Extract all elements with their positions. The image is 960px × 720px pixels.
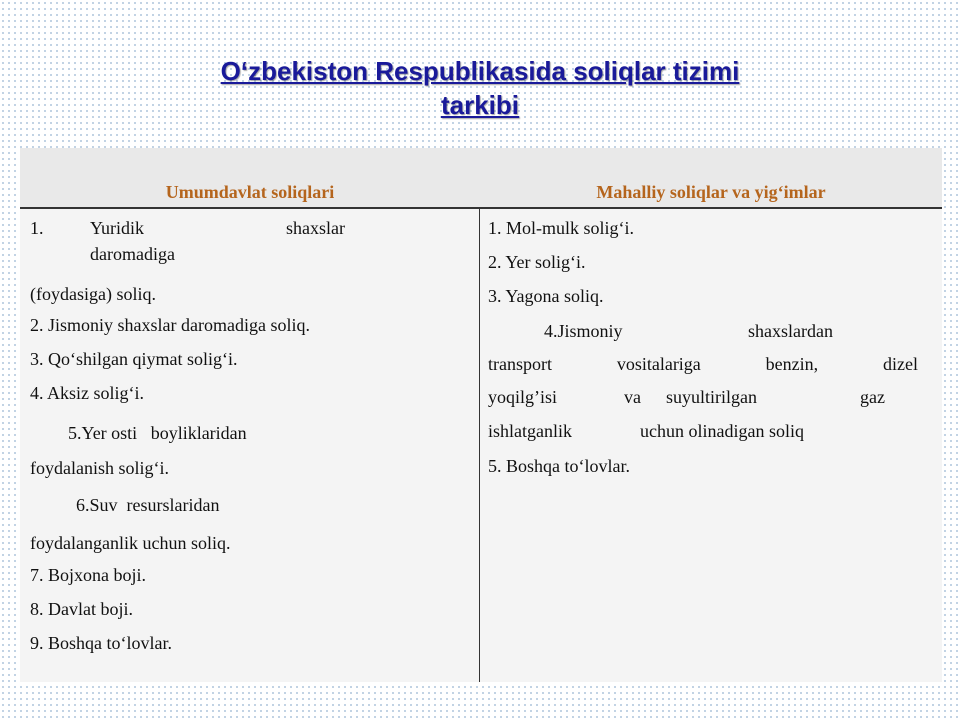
list-item-right-1: 1. Mol-mulk solig‘i. bbox=[488, 218, 635, 238]
list-item-right-5: 5. Boshqa to‘lovlar. bbox=[488, 456, 630, 476]
table-body bbox=[20, 209, 942, 682]
list-item-left-4: 4. Aksiz solig‘i. bbox=[30, 383, 145, 403]
list-item-left-5: 5.Yer osti boyliklaridan bbox=[68, 423, 247, 443]
list-item-left-6: 6.Suv resurslaridan bbox=[76, 495, 220, 515]
list-item-right-4-w2: vositalariga bbox=[616, 354, 701, 374]
column-divider bbox=[479, 209, 480, 682]
list-item-left-5-cont: foydalanish solig‘i. bbox=[30, 458, 169, 478]
list-item-right-4-start: 4.Jismoniy bbox=[544, 321, 623, 341]
list-item-left-7: 7. Bojxona boji. bbox=[30, 565, 146, 585]
list-item-left-1-num: 1. bbox=[30, 218, 44, 238]
list-item-left-1-word-b: shaxslar bbox=[286, 218, 345, 238]
list-item-right-4-tail: uchun olinadigan soliq bbox=[640, 421, 804, 441]
list-item-right-4-w1: transport bbox=[488, 354, 552, 374]
list-item-right-4-w8: gaz bbox=[860, 387, 885, 407]
list-item-left-8: 8. Davlat boji. bbox=[30, 599, 133, 619]
header-state-taxes: Umumdavlat soliqlari bbox=[165, 182, 335, 202]
list-item-right-4-w7: suyultirilgan bbox=[666, 387, 757, 407]
list-item-left-1-cont: daromadiga bbox=[90, 244, 175, 264]
list-item-right-4-w3: benzin, bbox=[765, 354, 819, 374]
list-item-right-4-w5: yoqilg’isi bbox=[488, 387, 558, 407]
list-item-right-4-w6: va bbox=[624, 387, 641, 407]
list-item-left-9: 9. Boshqa to‘lovlar. bbox=[30, 633, 172, 653]
header-local-taxes: Mahalliy soliqlar va yig‘imlar bbox=[596, 182, 826, 202]
list-item-left-3: 3. Qo‘shilgan qiymat solig‘i. bbox=[30, 349, 238, 369]
list-item-left-6-cont: foydalanganlik uchun soliq. bbox=[30, 533, 231, 553]
list-item-right-4-line-2 bbox=[488, 353, 918, 375]
list-item-left-1-word-a: Yuridik bbox=[90, 218, 144, 238]
tax-system-table bbox=[20, 148, 942, 682]
list-item-right-3: 3. Yagona soliq. bbox=[488, 286, 604, 306]
slide-title-line-2: tarkibi bbox=[440, 90, 520, 120]
list-item-right-4-word: shaxslardan bbox=[748, 321, 833, 341]
slide-title bbox=[0, 54, 960, 122]
list-item-right-4-w9: ishlatganlik bbox=[488, 421, 572, 441]
list-item-left-1-tail: (foydasiga) soliq. bbox=[30, 284, 156, 304]
slide-title-line-1: O‘zbekiston Respublikasida soliqlar tizimi bbox=[220, 56, 740, 86]
list-item-right-4-w4: dizel bbox=[882, 354, 918, 374]
list-item-left-2: 2. Jismoniy shaxslar daromadiga soliq. bbox=[30, 315, 310, 335]
list-item-right-2: 2. Yer solig‘i. bbox=[488, 252, 586, 272]
